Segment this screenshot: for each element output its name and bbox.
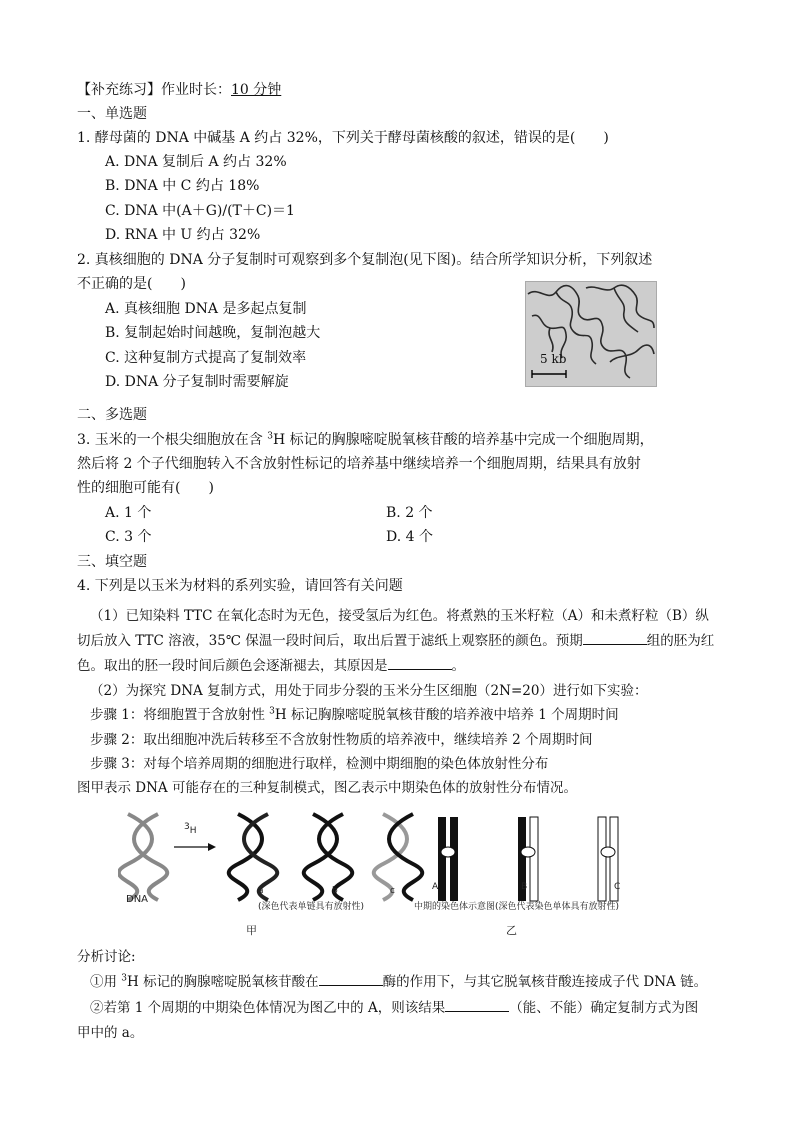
answer-blank-3[interactable] bbox=[319, 973, 383, 986]
helix-b bbox=[304, 814, 352, 900]
helix-label-c: c bbox=[390, 886, 395, 896]
micrograph-scale-label: 5 kb bbox=[540, 352, 567, 366]
header-line bbox=[77, 79, 281, 101]
q1-option-c: C. DNA 中(A＋G)/(T＋C)＝1 bbox=[105, 203, 295, 219]
q2-option-d: D. DNA 分子复制时需要解旋 bbox=[105, 374, 289, 390]
q3-stem-line3: 性的细胞可能有( ) bbox=[77, 480, 214, 496]
q2-stem-line2: 不正确的是( ) bbox=[77, 276, 186, 292]
chrom-label-b: B bbox=[521, 882, 528, 892]
q4-figure-description: 图甲表示 DNA 可能存在的三种复制模式，图乙表示中期染色体的放射性分布情况。 bbox=[77, 780, 577, 796]
answer-blank-2[interactable] bbox=[388, 657, 452, 670]
q1-option-d: D. RNA 中 U 约占 32% bbox=[105, 227, 261, 243]
q4-step1-superscript: 3 bbox=[269, 706, 275, 717]
helix-c bbox=[374, 814, 422, 900]
q4-a1-superscript: 3 bbox=[121, 973, 128, 984]
parent-dna-helix bbox=[119, 814, 167, 900]
q4-p1-line3 bbox=[77, 655, 465, 677]
q4-p1-line3-text: 色。取出的胚一段时间后颜色会逐渐褪去，其原因是 bbox=[77, 658, 388, 674]
header-prefix: 【补充练习】作业时长： bbox=[77, 82, 231, 98]
q4-a1-part-b: H 标记的胸腺嘧啶脱氧核苷酸在 bbox=[127, 974, 319, 990]
q2-option-b: B. 复制起始时间越晚，复制泡越大 bbox=[105, 325, 321, 341]
q3-stem-line1 bbox=[77, 429, 654, 451]
chrom-caption: 中期的染色体示意图(深色代表染色单体具有放射性) bbox=[414, 902, 620, 912]
q4-step1-part-b: H 标记胸腺嘧啶脱氧核苷酸的培养液中培养 1 个周期时间 bbox=[274, 707, 619, 723]
q2-option-c: C. 这种复制方式提高了复制效率 bbox=[105, 350, 307, 366]
q4-stem: 4. 下列是以玉米为材料的系列实验，请回答有关问题 bbox=[77, 578, 403, 594]
helix-label-a: a bbox=[258, 886, 264, 896]
q4-p1-line1: （1）已知染料 TTC 在氧化态时为无色，接受氢后为红色。将煮熟的玉米籽粒（A）和未煮籽粒（B）纵 bbox=[90, 608, 709, 624]
q4-p1-line2-text: 切后放入 TTC 溶液，35℃ 保温一段时间后，取出后置于滤纸上观察胚的颜色。预期 bbox=[77, 633, 583, 649]
q1-stem: 1. 酵母菌的 DNA 中碱基 A 约占 32%，下列关于酵母菌核酸的叙述，错误的是( ) bbox=[77, 130, 609, 146]
q4-analysis-2 bbox=[90, 997, 698, 1019]
helix-caption: (深色代表单链具有放射性) bbox=[258, 902, 365, 912]
q2-option-a: A. 真核细胞 DNA 是多起点复制 bbox=[105, 301, 307, 317]
q4-a2-part-a: ②若第 1 个周期的中期染色体情况为图乙中的 A，则该结果 bbox=[90, 1000, 446, 1016]
q4-a2-part-b: （能、不能）确定复制方式为图 bbox=[509, 1000, 699, 1016]
helix-label-b: b bbox=[332, 886, 338, 896]
q4-a1-part-c: 酶的作用下，与其它脱氧核苷酸连接成子代 DNA 链。 bbox=[382, 974, 708, 990]
dna-label: DNA bbox=[126, 894, 149, 905]
q2-stem-line1: 2. 真核细胞的 DNA 分子复制时可观察到多个复制泡(见下图)。结合所学知识分析，下列叙述 bbox=[77, 252, 653, 268]
arrow-label-text: H bbox=[189, 826, 197, 836]
section-multi: 二、多选题 bbox=[77, 407, 147, 423]
figure-left-title: 甲 bbox=[246, 924, 257, 937]
q3-option-b: B. 2 个 bbox=[386, 505, 433, 521]
answer-blank-4[interactable] bbox=[445, 999, 509, 1012]
q3-stem-line2: 然后将 2 个子代细胞转入不含放射性标记的培养基中继续培养一个细胞周期，结果具有放射 bbox=[77, 456, 641, 472]
q4-analysis-2-line2: 甲中的 a。 bbox=[77, 1025, 144, 1041]
dna-replication-diagram bbox=[118, 812, 678, 942]
q4-p2-line1: （2）为探究 DNA 复制方式，用处于同步分裂的玉米分生区细胞（2N=20）进行如下实验： bbox=[90, 683, 648, 699]
q4-step3: 步骤 3：对每个培养周期的细胞进行取样，检测中期细胞的染色体放射性分布 bbox=[90, 756, 549, 772]
q4-a1-part-a: ①用 bbox=[90, 974, 122, 990]
answer-blank-1[interactable] bbox=[583, 632, 647, 645]
q4-p1-line2-tail: 组的胚为红 bbox=[646, 633, 715, 649]
q3-option-a: A. 1 个 bbox=[105, 505, 152, 521]
q3-option-c: C. 3 个 bbox=[105, 529, 152, 545]
figure-right-title: 乙 bbox=[506, 924, 517, 937]
header-duration: 10 分钟 bbox=[231, 82, 282, 98]
q4-analysis-1 bbox=[90, 971, 707, 993]
q1-option-b: B. DNA 中 C 约占 18% bbox=[105, 178, 260, 194]
chromosome-a bbox=[438, 817, 458, 901]
arrow-label bbox=[184, 822, 197, 836]
q3-superscript: 3 bbox=[267, 431, 273, 442]
q1-option-a: A. DNA 复制后 A 约占 32% bbox=[105, 154, 287, 170]
q4-analysis-heading: 分析讨论: bbox=[77, 949, 136, 965]
section-single: 一、单选题 bbox=[77, 106, 147, 122]
helix-a bbox=[229, 814, 277, 900]
section-fill: 三、填空题 bbox=[77, 554, 147, 570]
q4-p1-line2 bbox=[77, 630, 714, 652]
q3-stem-part-b: H 标记的胸腺嘧啶脱氧核苷酸的培养基中完成一个细胞周期， bbox=[273, 432, 654, 448]
q3-stem-part-a: 3. 玉米的一个根尖细胞放在含 bbox=[77, 432, 268, 448]
chrom-label-a: A bbox=[432, 882, 439, 892]
q4-p1-line3-tail: 。 bbox=[451, 658, 465, 674]
dna-replication-figure bbox=[118, 812, 678, 942]
q4-step1-part-a: 步骤 1：将细胞置于含放射性 bbox=[90, 707, 270, 723]
q4-step1 bbox=[90, 704, 619, 726]
chrom-label-c: C bbox=[614, 882, 621, 892]
micrograph-drawing bbox=[526, 282, 656, 386]
q3-option-d: D. 4 个 bbox=[386, 529, 433, 545]
q4-step2: 步骤 2：取出细胞冲洗后转移至不含放射性物质的培养液中，继续培养 2 个周期时间 bbox=[90, 732, 593, 748]
replication-bubble-micrograph bbox=[525, 281, 657, 387]
arrow-label-sup: 3 bbox=[184, 822, 190, 832]
